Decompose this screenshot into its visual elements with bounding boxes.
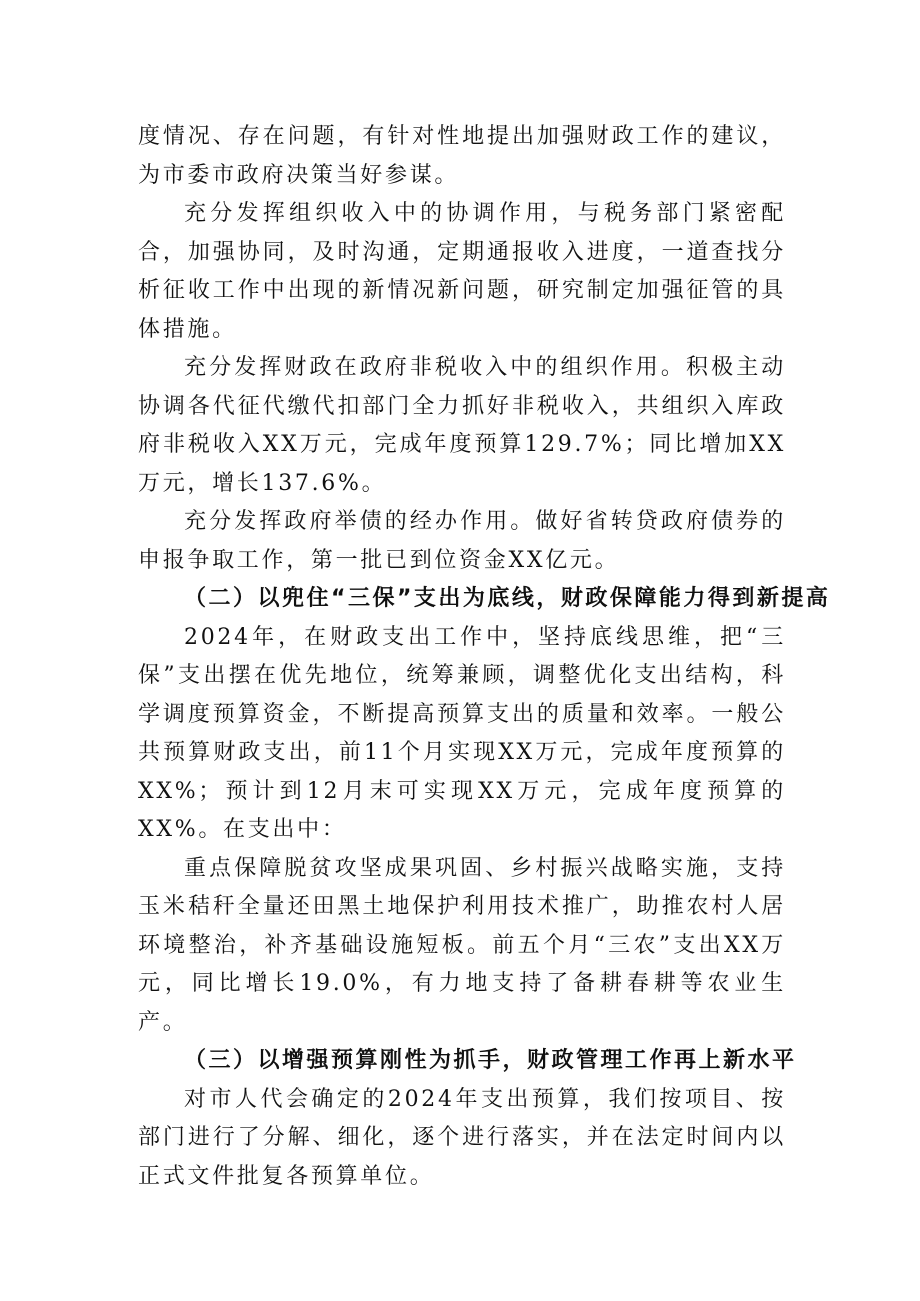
document-body: [138, 118, 831, 1196]
paragraph-government-debt: 充分发挥政府举债的经办作用。做好省转贷政府债券的申报争取工作，第一批已到位资金XX亿元。: [138, 509, 786, 573]
paragraph-rural-support: 重点保障脱贫攻坚成果巩固、乡村振兴战略实施，支持玉米秸秆全量还田黑土地保护利用技术推广，助推农村人居环境整治，补齐基础设施短板。前五个月“三农”支出XX万元，同比增长19.0%，有力地支持了备耕春耕等农业生产。: [138, 855, 786, 1035]
paragraph-non-tax-revenue: 充分发挥财政在政府非税收入中的组织作用。积极主动协调各代征代缴代扣部门全力抓好非税收入，共组织入库政府非税收入XX万元，完成年度预算129.7%；同比增加XX万元，增长137.6%。: [138, 355, 786, 496]
section-heading-three: （三）以增强预算刚性为抓手，财政管理工作再上新水平: [184, 1048, 797, 1073]
paragraph-revenue-coordination: 充分发挥组织收入中的协调作用，与税务部门紧密配合，加强协同，及时沟通，定期通报收入进度，一道查找分析征收工作中出现的新情况新问题，研究制定加强征管的具体措施。: [138, 201, 786, 342]
paragraph-expenditure-overview: 2024年，在财政支出工作中，坚持底线思维，把“三保”支出摆在优先地位，统筹兼顾，调整优化支出结构，科学调度预算资金，不断提高预算支出的质量和效率。一般公共预算财政支出，前11个月实现XX万元，完成年度预算的XX%；预计到12月末可实现XX万元，完成年度预算的XX%。在支出中：: [138, 624, 786, 842]
paragraph-budget-implementation: 对市人代会确定的2024年支出预算，我们按项目、按部门进行了分解、细化，逐个进行落实，并在法定时间内以正式文件批复各预算单位。: [138, 1086, 786, 1189]
paragraph-budget-conclusion: 度情况、存在问题，有针对性地提出加强财政工作的建议，为市委市政府决策当好参谋。: [138, 124, 786, 188]
section-heading-two: （二）以兜住“三保”支出为底线，财政保障能力得到新提高: [184, 586, 831, 611]
